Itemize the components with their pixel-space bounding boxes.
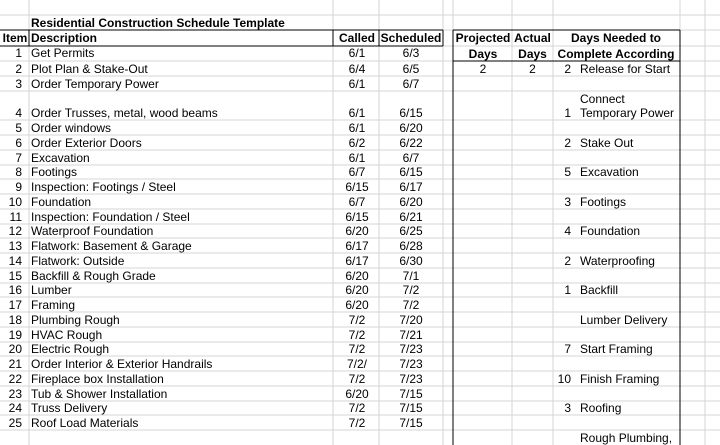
right-row-13-projected [454,401,512,415]
right-row-4-actual [512,136,553,150]
row-1-description: Get Permits [31,46,95,60]
row-6-description: Order Exterior Doors [31,136,142,150]
right-row-14-projected [454,431,512,445]
right-row-12-projected [454,372,512,386]
row-5-scheduled: 6/20 [399,121,423,135]
right-row-3-projected [454,106,512,120]
right-row-8-projected [454,254,512,268]
header-days-needed-line2: Complete According [557,47,675,61]
row-23-description: Tub & Shower Installation [31,387,168,401]
row-15-scheduled: 7/1 [402,269,420,283]
right-row-11-label: Start Framing [580,342,653,356]
row-10-called: 6/7 [348,195,366,209]
row-6-called: 6/2 [348,136,366,150]
right-row-5-projected [454,165,512,179]
right-row-3-label: Temporary Power [580,106,675,120]
right-row-6-label: Footings [580,195,627,209]
row-6-item: 6 [15,136,22,150]
row-3-scheduled: 6/7 [402,77,420,91]
row-21-scheduled: 7/23 [399,357,423,371]
row-15-item: 15 [8,269,22,283]
right-row-11-days: 7 [564,342,571,356]
right-row-8-days: 2 [564,254,571,268]
row-22-scheduled: 7/23 [399,372,423,386]
row-8-item: 8 [15,165,22,179]
row-16-scheduled: 7/2 [402,283,420,297]
row-19-description: HVAC Rough [31,328,103,342]
row-17-scheduled: 7/2 [402,298,420,312]
right-row-9-days: 1 [564,283,571,297]
row-6-scheduled: 6/22 [399,136,423,150]
row-2-item: 2 [15,62,22,76]
header-days-needed-line1: Days Needed to [570,31,662,45]
row-24-called: 7/2 [348,401,366,415]
row-12-called: 6/20 [345,224,369,238]
row-16-called: 6/20 [345,283,369,297]
row-18-item: 18 [8,313,22,327]
row-20-called: 7/2 [348,342,366,356]
row-13-item: 13 [8,239,22,253]
right-row-10-days [553,313,571,327]
header-actual-line2: Days [518,47,547,61]
row-8-called: 6/7 [348,165,366,179]
row-5-called: 6/1 [348,121,366,135]
right-row-1-label: Release for Start [580,62,671,76]
row-3-called: 6/1 [348,77,366,91]
right-row-9-actual [512,283,553,297]
row-17-called: 6/20 [345,298,369,312]
right-row-9-label: Backfill [580,283,619,297]
sheet-title: Residential Construction Schedule Template [31,16,285,30]
right-row-2-days [553,92,571,106]
row-20-item: 20 [8,342,22,356]
row-7-scheduled: 6/7 [402,151,420,165]
row-22-item: 22 [8,372,22,386]
right-row-14-actual [512,431,553,445]
right-row-8-actual [512,254,553,268]
right-row-6-actual [512,195,553,209]
row-24-item: 24 [8,401,22,415]
row-25-description: Roof Load Materials [31,416,139,430]
row-1-scheduled: 6/3 [402,46,420,60]
row-24-description: Truss Delivery [31,401,108,415]
row-18-description: Plumbing Rough [31,313,120,327]
right-row-14-days [553,431,571,445]
row-17-item: 17 [8,298,22,312]
row-25-scheduled: 7/15 [399,416,423,430]
right-row-1-days: 2 [564,62,571,76]
right-row-14-label: Rough Plumbing, [580,431,673,445]
header-called: Called [338,31,375,45]
row-5-item: 5 [15,121,22,135]
right-row-5-actual [512,165,553,179]
header-scheduled: Scheduled [380,31,442,45]
row-19-called: 7/2 [348,328,366,342]
right-row-10-label: Lumber Delivery [580,313,668,327]
header-description: Description [31,31,98,45]
row-14-called: 6/17 [345,254,369,268]
row-19-scheduled: 7/21 [399,328,423,342]
row-3-item: 3 [15,77,22,91]
row-16-description: Lumber [31,283,72,297]
row-14-description: Flatwork: Outside [31,254,125,268]
row-19-item: 19 [8,328,22,342]
row-4-called: 6/1 [348,106,366,120]
right-row-1-actual: 2 [529,62,536,76]
right-row-11-projected [454,342,512,356]
row-8-scheduled: 6/15 [399,165,423,179]
row-18-scheduled: 7/20 [399,313,423,327]
row-21-item: 21 [8,357,22,371]
row-11-item: 11 [9,210,22,224]
row-23-called: 6/20 [345,387,369,401]
right-row-3-days: 1 [564,106,571,120]
row-14-scheduled: 6/30 [399,254,423,268]
right-row-5-days: 5 [564,165,571,179]
row-15-description: Backfill & Rough Grade [31,269,156,283]
row-1-item: 1 [15,46,22,60]
right-row-8-label: Waterproofing [580,254,655,268]
row-22-called: 7/2 [348,372,366,386]
right-row-4-days: 2 [564,136,571,150]
row-4-scheduled: 6/15 [399,106,423,120]
right-row-11-actual [512,342,553,356]
right-row-5-label: Excavation [580,165,639,179]
row-1-called: 6/1 [348,46,366,60]
row-9-scheduled: 6/17 [399,180,423,194]
row-9-item: 9 [15,180,22,194]
row-25-called: 7/2 [348,416,366,430]
right-row-4-label: Stake Out [580,136,634,150]
row-12-description: Waterproof Foundation [31,224,154,238]
right-row-6-projected [454,195,512,209]
row-11-description: Inspection: Foundation / Steel [31,210,190,224]
right-row-2-actual [512,92,553,106]
row-13-called: 6/17 [345,239,369,253]
row-13-scheduled: 6/28 [399,239,423,253]
right-row-13-days: 3 [564,401,571,415]
right-row-10-actual [512,313,553,327]
row-24-scheduled: 7/15 [399,401,423,415]
row-22-description: Fireplace box Installation [31,372,164,386]
row-9-description: Inspection: Footings / Steel [31,180,176,194]
header-projected-line1: Projected [455,31,511,45]
right-row-12-actual [512,372,553,386]
row-2-description: Plot Plan & Stake-Out [31,62,148,76]
row-10-item: 10 [8,195,22,209]
row-23-item: 23 [8,387,22,401]
right-row-6-days: 3 [564,195,571,209]
row-21-description: Order Interior & Exterior Handrails [31,357,213,371]
row-9-called: 6/15 [345,180,369,194]
row-7-called: 6/1 [348,151,366,165]
row-11-scheduled: 6/21 [399,210,423,224]
right-row-3-actual [512,106,553,120]
row-16-item: 16 [8,283,22,297]
row-12-scheduled: 6/25 [399,224,423,238]
header-actual-line1: Actual [514,31,551,45]
right-row-10-projected [454,313,512,327]
row-5-description: Order windows [31,121,112,135]
right-row-7-days: 4 [564,224,571,238]
right-row-9-projected [454,283,512,297]
row-20-description: Electric Rough [31,342,110,356]
row-7-item: 7 [15,151,22,165]
right-row-12-days: 10 [557,372,571,386]
row-13-description: Flatwork: Basement & Garage [31,239,192,253]
row-7-description: Excavation [31,151,90,165]
right-row-12-label: Finish Framing [580,372,660,386]
right-row-1-projected: 2 [479,62,487,76]
row-10-description: Foundation [31,195,92,209]
row-4-description: Order Trusses, metal, wood beams [31,106,218,120]
row-2-called: 6/4 [348,62,366,76]
header-projected-line2: Days [468,47,498,61]
right-row-7-actual [512,224,553,238]
right-row-4-projected [454,136,512,150]
row-11-called: 6/15 [345,210,369,224]
right-row-13-actual [512,401,553,415]
row-25-item: 25 [8,416,22,430]
right-row-7-projected [454,224,512,238]
row-14-item: 14 [8,254,22,268]
right-row-13-label: Roofing [580,401,622,415]
row-4-item: 4 [15,106,22,120]
row-8-description: Footings [31,165,78,179]
row-20-scheduled: 7/23 [399,342,423,356]
row-23-scheduled: 7/15 [399,387,423,401]
header-item: Item [2,31,28,45]
row-2-scheduled: 6/5 [402,62,420,76]
row-18-called: 7/2 [348,313,366,327]
right-row-2-label: Connect [580,92,625,106]
row-12-item: 12 [8,224,22,238]
row-10-scheduled: 6/20 [399,195,423,209]
right-row-2-projected [454,92,512,106]
right-row-7-label: Foundation [580,224,641,238]
row-21-called: 7/2/ [346,357,367,371]
row-3-description: Order Temporary Power [31,77,159,91]
row-15-called: 6/20 [345,269,369,283]
row-17-description: Framing [31,298,76,312]
